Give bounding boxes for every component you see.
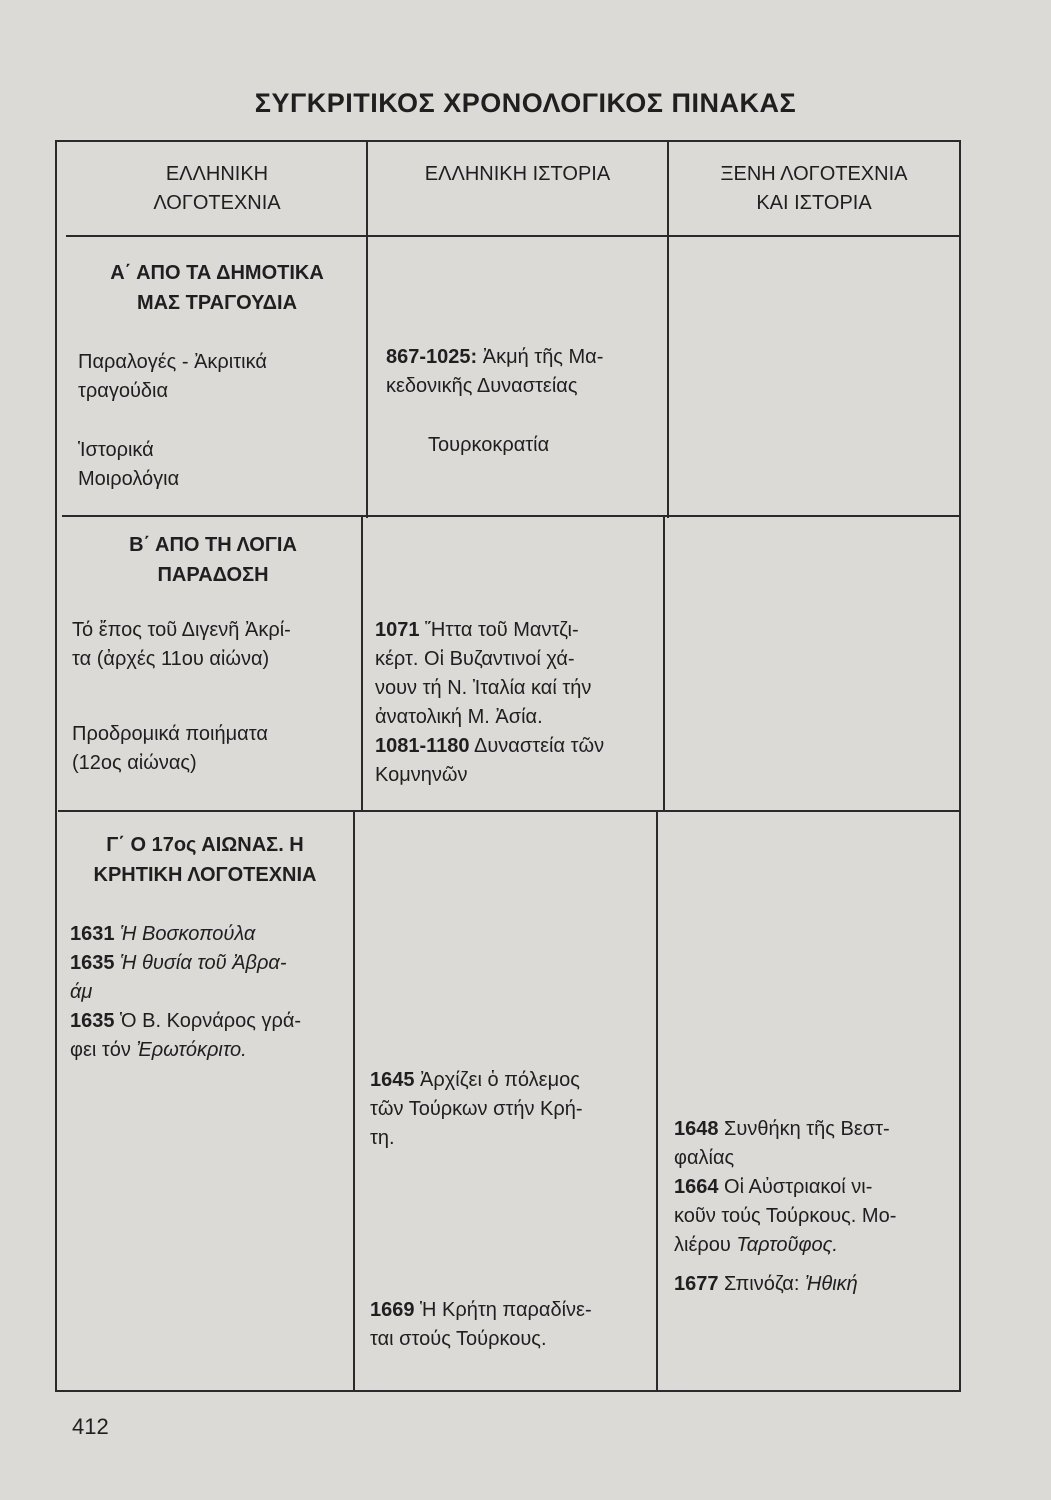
header-foreign-literature: ΞΕΝΗ ΛΟΓΟΤΕΧΝΙΑ ΚΑΙ ΙΣΤΟΡΙΑ — [720, 163, 908, 214]
row-divider-2 — [58, 810, 961, 812]
section-b-title: Β΄ ΑΠΟ ΤΗ ΛΟΓΙΑ ΠΑΡΑΔΟΣΗ — [129, 534, 297, 586]
column-divider-2-bottom — [656, 810, 658, 1392]
header-row-divider — [66, 235, 961, 237]
section-a-history-turkish-rule: Τουρκοκρατία — [428, 434, 550, 456]
section-a-title: Α΄ ΑΠΟ ΤΑ ΔΗΜΟΤΙΚΑ ΜΑΣ ΤΡΑΓΟΥΔΙΑ — [110, 262, 324, 314]
section-b-history: 1071 Ἥττα τοῦ Μαντζι- κέρτ. Οἱ Βυζαντινοί χά- νουν τή Ν. Ἰταλία καί τήν ἀνατολική Μ. Ἀσία. 1081-1180 Δυναστεία τῶν Κομνηνῶν — [375, 619, 605, 786]
column-divider-1-bottom — [353, 810, 355, 1392]
header-greek-literature: ΕΛΛΗΝΙΚΗ ΛΟΓΟΤΕΧΝΙΑ — [153, 163, 281, 214]
section-a-history-macedonian: 867-1025: Ἀκμή τῆς Μα- κεδονικῆς Δυναστείας — [386, 346, 604, 397]
section-c-title: Γ΄ Ο 17ος ΑΙΩΝΑΣ. Η ΚΡΗΤΙΚΗ ΛΟΓΟΤΕΧΝΙΑ — [93, 834, 317, 886]
page-number: 412 — [72, 1414, 109, 1439]
section-b-literature: Τό ἔπος τοῦ Διγενῆ Ἀκρί- τα (ἀρχές 11ου αἰώνα) Προδρομικά ποιήματα (12ος αἰώνας) — [72, 619, 291, 774]
row-divider-1 — [62, 515, 961, 517]
section-c-foreign: 1648 Συνθήκη τῆς Βεστ- φαλίας 1664 Οἱ Αὐστριακοί νι- κοῦν τούς Τούρκους. Μο- λιέρου Ταρτοῦφος. 1677 Σπινόζα: Ἠθική — [674, 1118, 897, 1295]
header-greek-history: ΕΛΛΗΝΙΚΗ ΙΣΤΟΡΙΑ — [424, 163, 611, 185]
page-title: ΣΥΓΚΡΙΤΙΚΟΣ ΧΡΟΝΟΛΟΓΙΚΟΣ ΠΙΝΑΚΑΣ — [254, 88, 797, 118]
section-c-history-war: 1645 Ἀρχίζει ὁ πόλεμος τῶν Τούρκων στήν Κρή- τη. — [370, 1069, 583, 1149]
column-divider-2-lower — [663, 516, 665, 810]
section-c-history-surrender: 1669 Ἡ Κρήτη παραδίνε- ται στούς Τούρκους. — [370, 1299, 592, 1350]
section-c-literature: 1631 Ἡ Βοσκοπούλα 1635 Ἡ θυσία τοῦ Ἀβρα- άμ 1635 Ὁ Β. Κορνάρος γρά- φει τόν Ἐρωτόκριτο. — [70, 923, 302, 1061]
section-a-literature: Παραλογές - Ἀκριτικά τραγούδια Ἱστορικά Μοιρολόγια — [78, 351, 267, 490]
column-divider-1 — [366, 140, 368, 518]
